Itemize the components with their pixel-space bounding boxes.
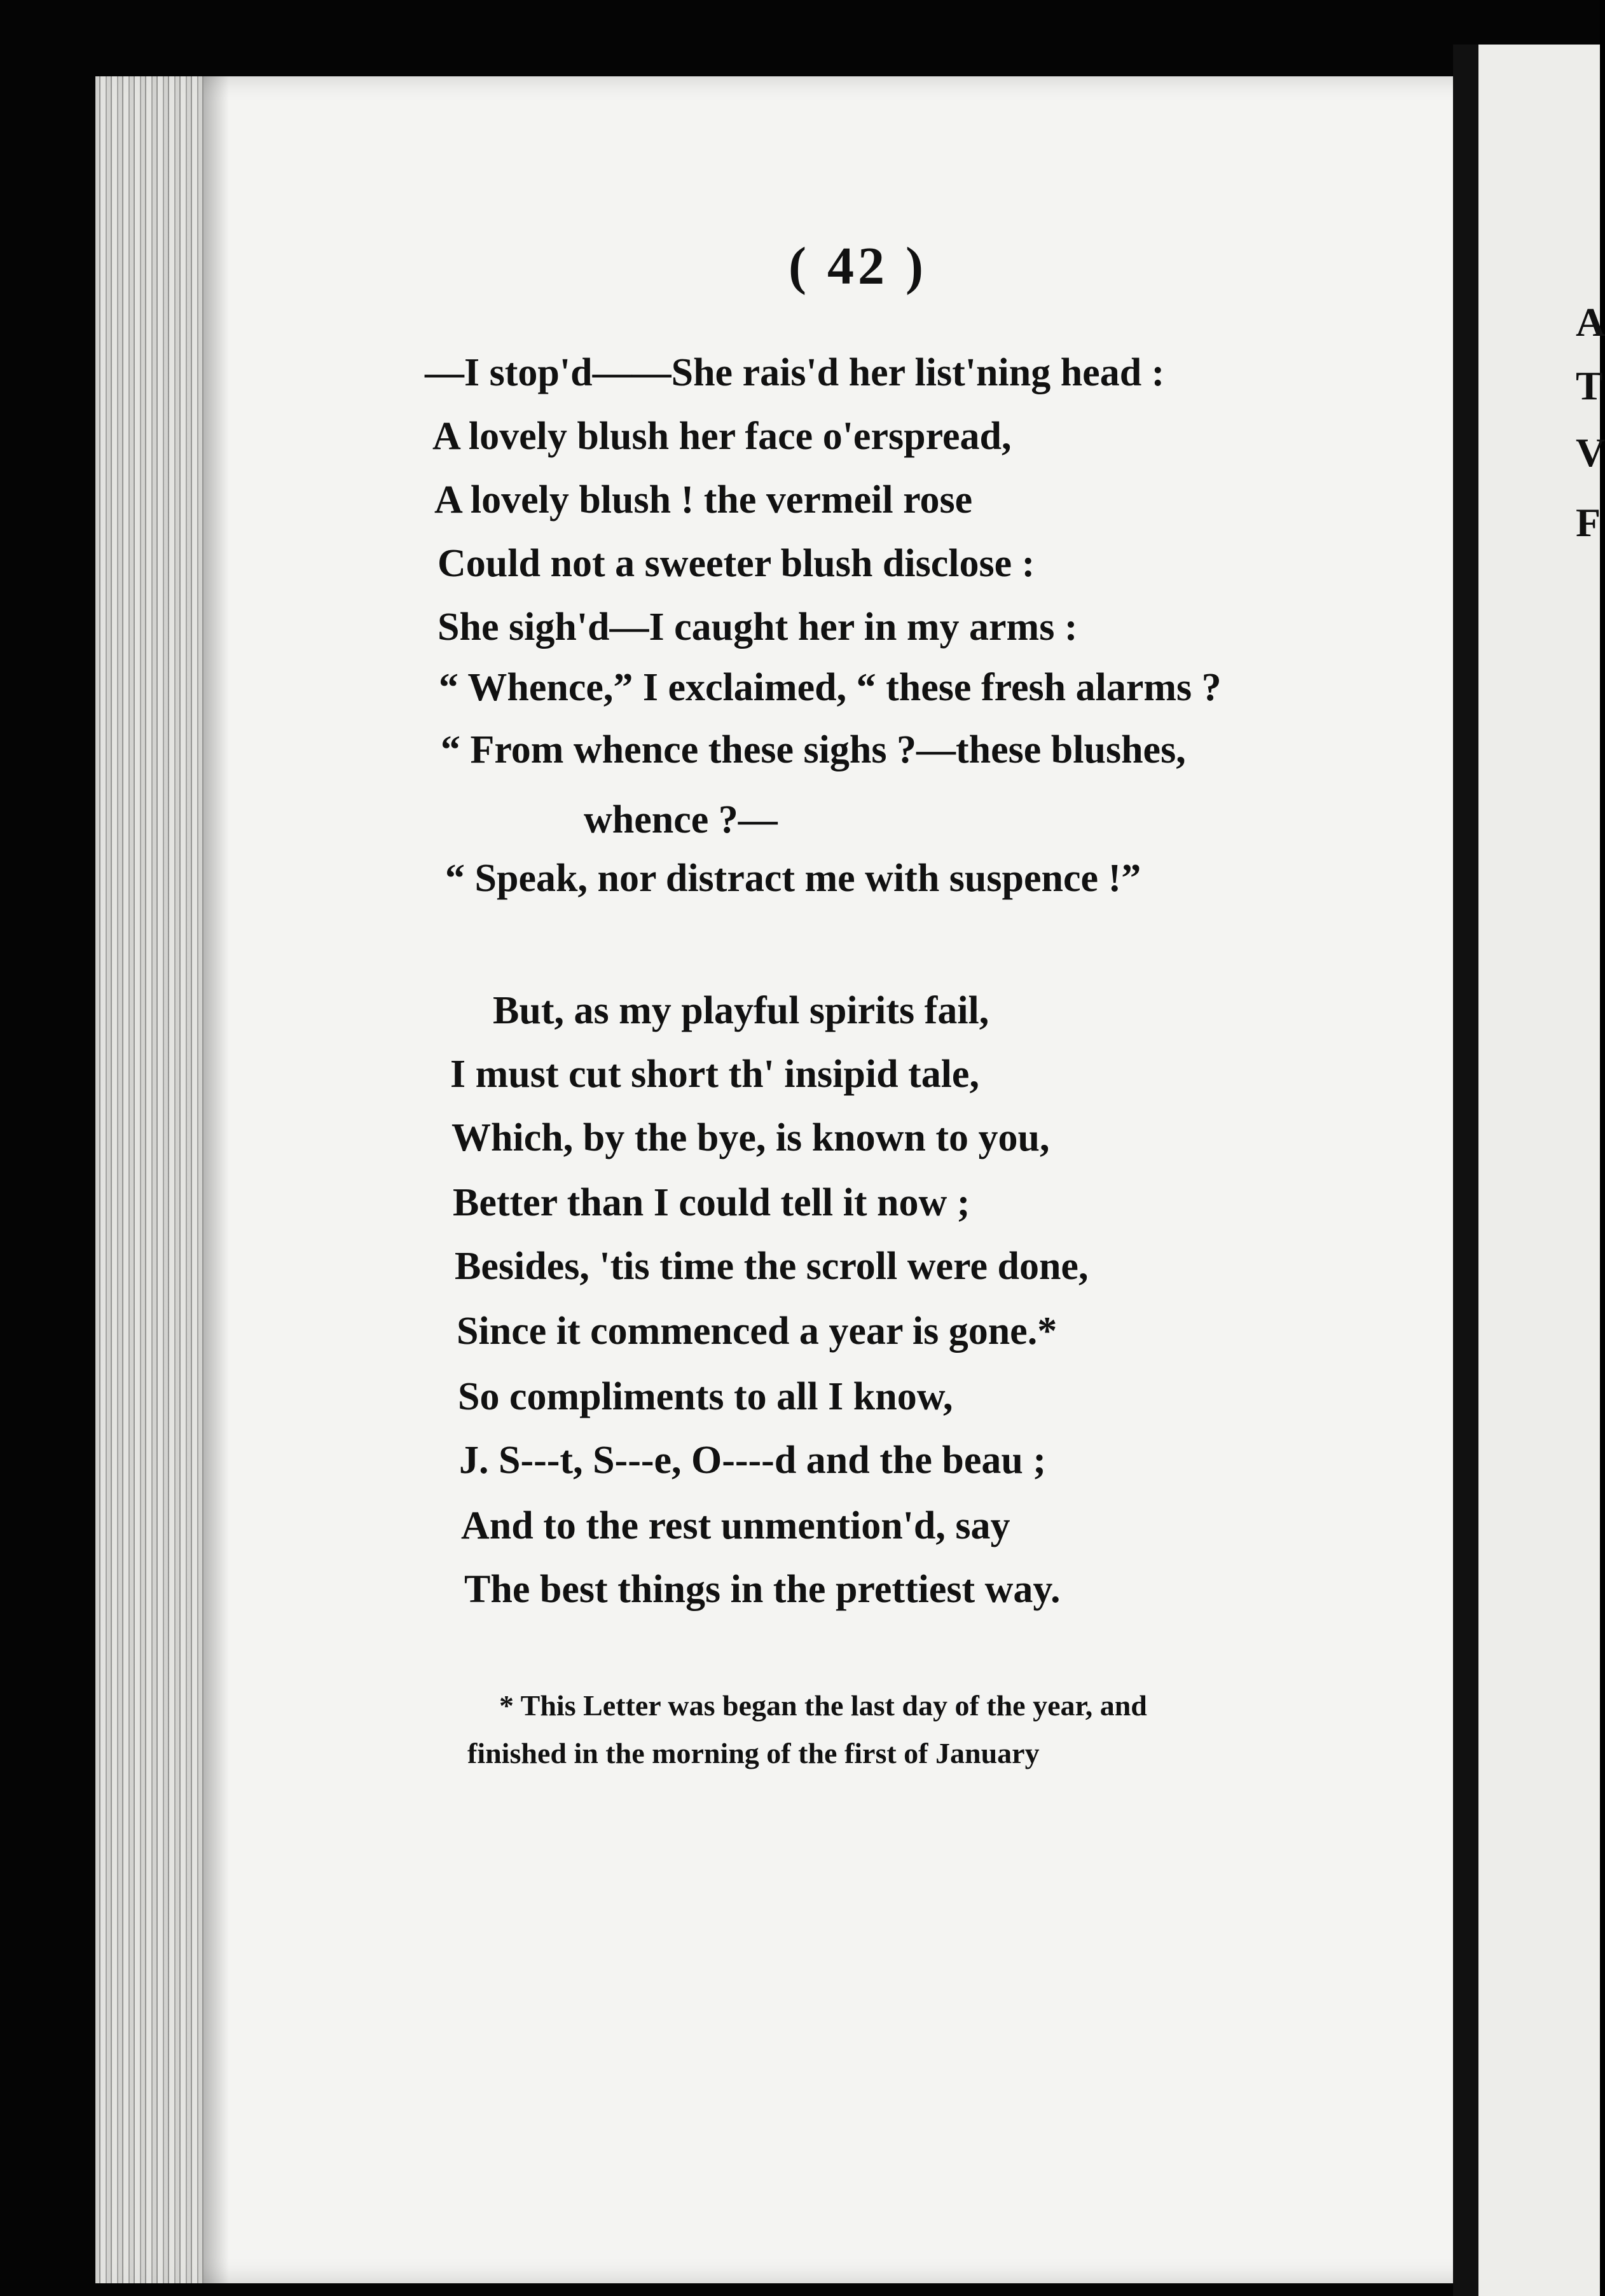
verse-line: I must cut short th' insipid tale, (450, 1053, 979, 1096)
verse-line: “ From whence these sighs ?—these blushes, (441, 728, 1186, 771)
page-edges (95, 76, 203, 2283)
verse-line: She sigh'd—I caught her in my arms : (437, 605, 1078, 649)
facing-page-char: T (1576, 363, 1603, 408)
binding-gutter (1453, 45, 1478, 2296)
verse-line: Could not a sweeter blush disclose : (437, 542, 1035, 585)
verse-line: Better than I could tell it now ; (453, 1181, 970, 1224)
book-page (95, 76, 1494, 2283)
facing-page-char: A (1576, 300, 1605, 345)
verse-line: J. S---t, S---e, O----d and the beau ; (459, 1439, 1047, 1482)
verse-line: “ Whence,” I exclaimed, “ these fresh alarms ? (439, 666, 1222, 709)
verse-line: But, as my playful spirits fail, (493, 989, 989, 1032)
verse-line: —I stop'd——She rais'd her list'ning head : (425, 351, 1165, 394)
verse-line: Besides, 'tis time the scroll were done, (455, 1245, 1089, 1288)
page-number: ( 42 ) (789, 237, 927, 296)
page-edge-shadow (203, 76, 229, 2283)
verse-line-indented: whence ?— (584, 798, 778, 841)
facing-page-char: F (1576, 500, 1601, 545)
verse-line: A lovely blush her face o'erspread, (432, 415, 1012, 458)
verse-line: And to the rest unmention'd, say (461, 1504, 1010, 1547)
verse-line: So compliments to all I know, (458, 1375, 953, 1418)
verse-line: A lovely blush ! the vermeil rose (434, 478, 973, 522)
verse-line: Which, by the bye, is known to you, (451, 1116, 1050, 1159)
facing-page-char: V (1576, 430, 1605, 475)
verse-line: Since it commenced a year is gone.* (457, 1310, 1057, 1353)
verse-line: The best things in the prettiest way. (464, 1568, 1061, 1611)
footnote-line: * This Letter was began the last day of the year, and (499, 1689, 1147, 1722)
footnote-line: finished in the morning of the first of January (467, 1737, 1040, 1769)
verse-line: “ Speak, nor distract me with suspence !” (445, 857, 1141, 900)
